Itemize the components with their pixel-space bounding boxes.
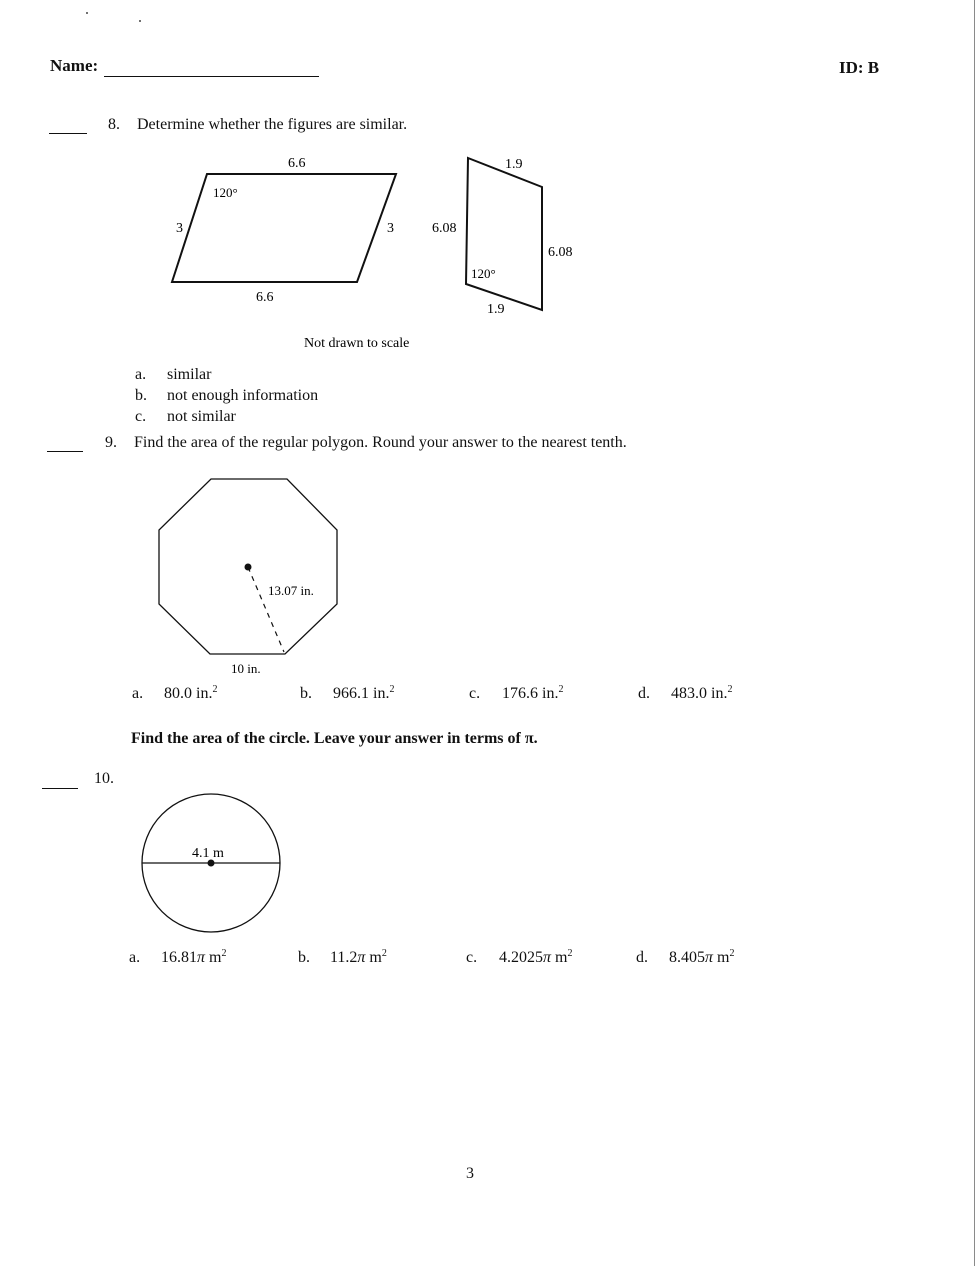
q8-para-bottom-label: 6.6	[256, 290, 274, 305]
circle-instruction: Find the area of the circle. Leave your answer in terms of π.	[131, 730, 538, 747]
answer-blank-q9[interactable]	[47, 451, 83, 452]
q9-apothem-label: 13.07 in.	[268, 583, 314, 598]
q8-caption: Not drawn to scale	[304, 336, 410, 351]
q10-option-c-pi: π	[543, 949, 552, 966]
q8-option-c-text: not similar	[167, 408, 236, 425]
q9-option-c[interactable]	[469, 684, 564, 703]
q8-quad-bottom-label: 1.9	[487, 302, 505, 317]
q10-option-a[interactable]	[129, 948, 227, 967]
id-label: ID: B	[839, 58, 880, 77]
q10-option-d-exp: 2	[729, 948, 735, 959]
q9-option-d-value: 483.0 in.	[671, 685, 728, 702]
q10-number: 10.	[94, 770, 114, 787]
q8-option-a-letter: a.	[135, 366, 147, 383]
q10-option-b-pi: π	[357, 949, 366, 966]
q9-option-a-value: 80.0 in.	[164, 685, 213, 702]
q10-option-a-letter: a.	[129, 949, 141, 966]
q9-number: 9.	[105, 434, 117, 451]
q8-option-b-letter: b.	[135, 387, 147, 404]
q9-option-c-value: 176.6 in.	[502, 685, 559, 702]
q10-option-c-exp: 2	[567, 948, 573, 959]
q9-option-c-exp: 2	[558, 684, 564, 695]
q8-quad-angle-label: 120°	[471, 266, 496, 281]
q9-option-a[interactable]	[132, 684, 218, 703]
q8-option-a[interactable]	[135, 366, 212, 384]
q8-para-left-label: 3	[176, 221, 183, 236]
q10-option-c[interactable]	[466, 948, 573, 967]
q9-option-a-letter: a.	[132, 685, 144, 702]
q10-option-b-letter: b.	[298, 949, 310, 966]
q10-option-b[interactable]	[298, 948, 387, 967]
q10-option-a-unit: m	[205, 949, 222, 966]
q10-option-d-pi: π	[705, 949, 714, 966]
q10-option-b-exp: 2	[381, 948, 387, 959]
q9-apothem-line	[248, 567, 284, 652]
q10-option-c-unit: m	[551, 949, 568, 966]
name-label: Name:	[50, 56, 99, 75]
q8-option-b-text: not enough information	[167, 387, 319, 404]
q8-option-c-letter: c.	[135, 408, 147, 425]
q8-quad-left-label: 6.08	[432, 221, 457, 236]
answer-blank-q10[interactable]	[42, 788, 78, 789]
q8-parallelogram	[172, 174, 396, 282]
q10-option-d[interactable]	[636, 948, 735, 967]
q8-number: 8.	[108, 116, 120, 133]
page-number: 3	[466, 1165, 474, 1182]
q9-option-b-letter: b.	[300, 685, 312, 702]
q9-side-label: 10 in.	[231, 661, 261, 676]
q9-option-d-letter: d.	[638, 685, 650, 702]
q10-option-a-exp: 2	[221, 948, 227, 959]
q8-quad-top-label: 1.9	[505, 157, 523, 172]
q8-prompt: Determine whether the figures are similar.	[137, 116, 408, 133]
q8-quadrilateral	[466, 158, 542, 310]
q9-option-b-exp: 2	[389, 684, 395, 695]
q10-option-c-coef: 4.2025	[499, 949, 543, 966]
q8-option-b[interactable]	[135, 387, 319, 405]
q8-option-c[interactable]	[135, 408, 236, 426]
q10-option-d-letter: d.	[636, 949, 648, 966]
q10-option-a-pi: π	[197, 949, 206, 966]
q10-option-b-coef: 11.2	[330, 949, 358, 966]
q10-option-c-letter: c.	[466, 949, 478, 966]
q10-option-a-coef: 16.81	[161, 949, 197, 966]
q10-option-d-coef: 8.405	[669, 949, 705, 966]
q9-prompt: Find the area of the regular polygon. Round your answer to the nearest tenth.	[134, 434, 627, 451]
q10-option-b-unit: m	[365, 949, 382, 966]
q10-option-d-unit: m	[713, 949, 730, 966]
q9-option-b-value: 966.1 in.	[333, 685, 390, 702]
q8-quad-right-label: 6.08	[548, 245, 573, 260]
q9-option-d-exp: 2	[727, 684, 733, 695]
q8-para-angle-label: 120°	[213, 185, 238, 200]
q9-option-d[interactable]	[638, 684, 733, 703]
q10-diameter-label: 4.1 m	[192, 846, 224, 861]
q8-para-right-label: 3	[387, 221, 394, 236]
q8-para-top-label: 6.6	[288, 156, 306, 171]
q9-option-c-letter: c.	[469, 685, 481, 702]
q9-option-b[interactable]	[300, 684, 395, 703]
q9-option-a-exp: 2	[212, 684, 218, 695]
q8-option-a-text: similar	[167, 366, 212, 383]
